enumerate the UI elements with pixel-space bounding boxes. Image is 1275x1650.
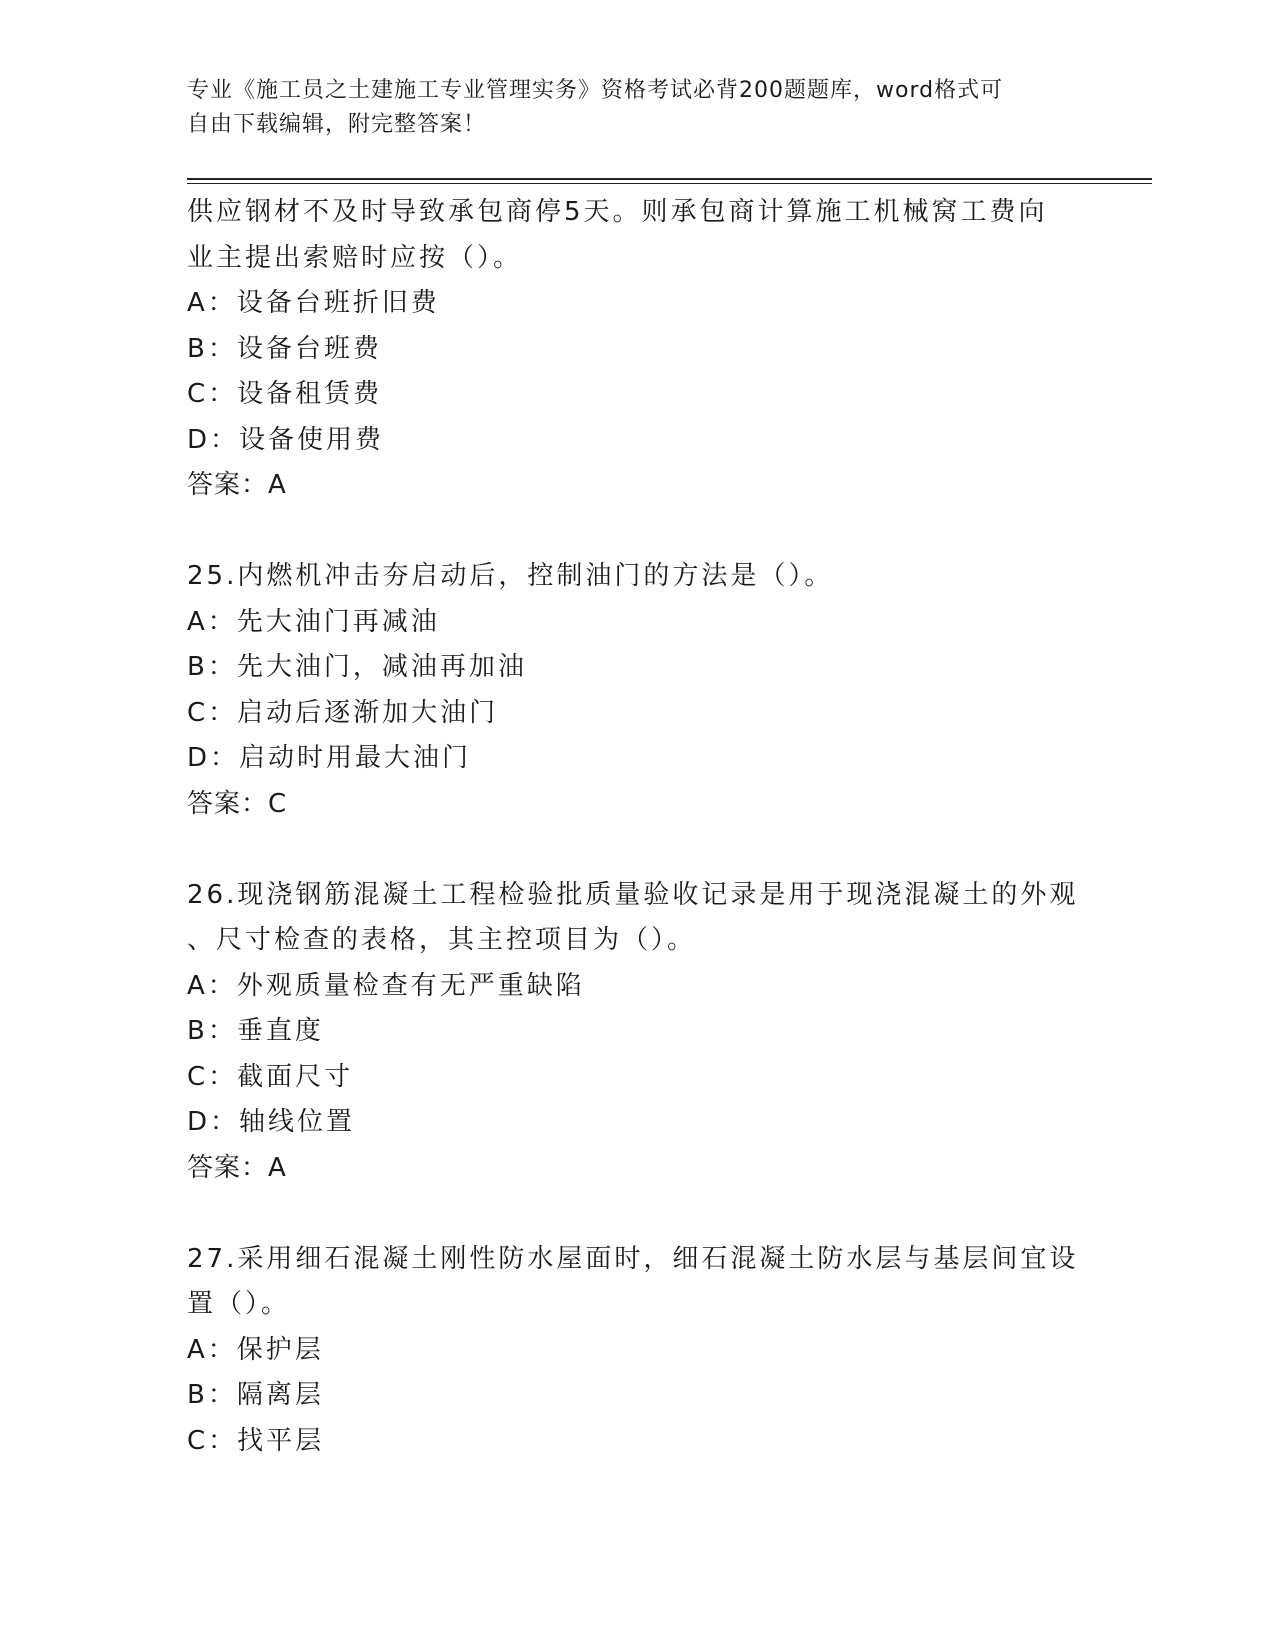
option-a: A：设备台班折旧费 <box>187 288 440 318</box>
answer: 答案：A <box>187 470 287 500</box>
option-a: A：保护层 <box>187 1334 324 1365</box>
spacer <box>187 827 1087 873</box>
option-d: D：设备使用费 <box>187 424 385 455</box>
option-b: B：垂直度 <box>187 1016 324 1046</box>
spacer <box>187 509 1087 555</box>
question-stem: 、尺寸检查的表格，其主控项目为（）。 <box>187 925 697 955</box>
header-divider-thin <box>187 183 1152 184</box>
question-25 <box>187 554 1087 827</box>
spacer <box>187 1191 1087 1237</box>
option-c: C：设备租赁费 <box>187 379 383 409</box>
answer: 答案：A <box>187 1152 287 1183</box>
option-a: A：先大油门再减油 <box>187 606 440 637</box>
answer: 答案：C <box>187 788 288 819</box>
question-stem: 25.内燃机冲击夯启动后，控制油门的方法是（）。 <box>187 561 834 591</box>
document-header <box>187 74 1067 142</box>
option-d: D：启动时用最大油门 <box>187 743 472 773</box>
header-line-2: 自由下载编辑，附完整答案！ <box>187 112 487 137</box>
question-24 <box>187 190 1087 509</box>
question-stem: 置（）。 <box>187 1289 291 1319</box>
option-c: C：启动后逐渐加大油门 <box>187 697 499 728</box>
option-b: B：隔离层 <box>187 1380 324 1410</box>
question-stem: 27.采用细石混凝土刚性防水屋面时，细石混凝土防水层与基层间宜设 <box>187 1243 1079 1274</box>
option-b: B：先大油门，减油再加油 <box>187 652 527 682</box>
header-line-1: 专业《施工员之土建施工专业管理实务》资格考试必背200题题库，word格式可 <box>187 78 1004 103</box>
question-stem: 供应钢材不及时导致承包商停5天。则承包商计算施工机械窝工费向 <box>187 197 1048 227</box>
question-list <box>187 190 1087 1464</box>
question-stem: 业主提出索赔时应按（）。 <box>187 242 523 273</box>
question-stem: 26.现浇钢筋混凝土工程检验批质量验收记录是用于现浇混凝土的外观 <box>187 879 1079 910</box>
option-c: C：找平层 <box>187 1425 325 1456</box>
question-27 <box>187 1237 1087 1465</box>
option-b: B：设备台班费 <box>187 333 382 364</box>
question-26 <box>187 873 1087 1192</box>
option-c: C：截面尺寸 <box>187 1061 354 1092</box>
option-d: D：轴线位置 <box>187 1107 356 1137</box>
header-divider-thick <box>187 178 1152 180</box>
option-a: A：外观质量检查有无严重缺陷 <box>187 970 585 1001</box>
